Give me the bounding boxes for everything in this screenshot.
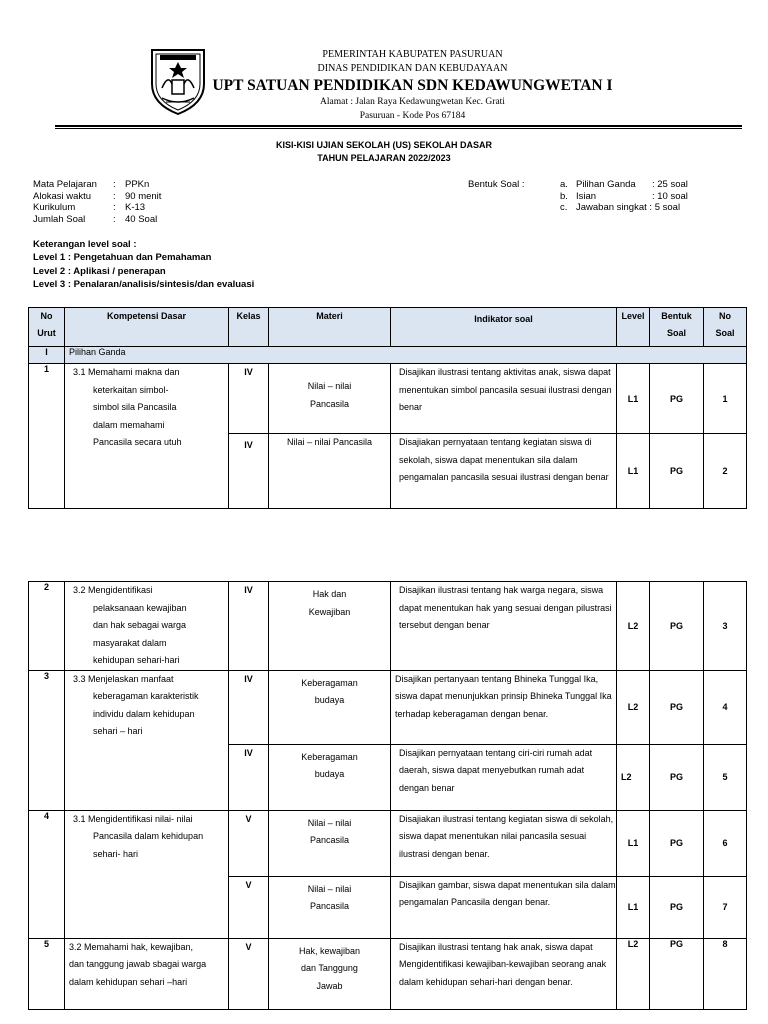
level-3: Level 3 : Penalaran/analisis/sintesis/dan evaluasi	[33, 278, 255, 290]
kd-cell: 3.1 Memahami makna dan keterkaitan simbol- simbol sila Pancasila dalam memahami Pancasila secara utuh	[65, 364, 229, 509]
table-row: 5 3.2 Memahami hak, kewajiban, dan tanggung jawab sbagai warga dalam kehidupan sehari –hari V Hak, kewajiban dan Tanggung Jawab Disajikan ilustrasi tentang hak anak, siswa dapat Mengidentifikasi kewajiban-kewajiban seorang anak dalam kehidupan sehari-hari dengan benar. L2 PG 8	[29, 938, 747, 1009]
level-2: Level 2 : Aplikasi / penerapan	[33, 265, 166, 277]
letterhead-government: PEMERINTAH KABUPATEN PASURUAN	[322, 49, 503, 60]
col-no-urut: No Urut	[29, 308, 65, 347]
table-row: 1 3.1 Memahami makna dan keterkaitan simbol- simbol sila Pancasila dalam memahami Pancasila secara utuh IV Nilai – nilai Pancasila Disajikan ilustrasi tentang aktivitas anak, siswa dapat menentukan simbol pancasila sesuai ilustrasi dengan benar L1 PG 1	[29, 364, 747, 434]
question-type-info: Bentuk Soal : a. Pilihan Ganda : 25 soal b. Isian : 10 soal c. Jawaban singkat : 5 soal	[468, 179, 688, 213]
col-level: Level	[617, 308, 650, 347]
level-legend-heading: Keterangan level soal :	[33, 239, 137, 250]
grid-table-page1	[28, 307, 747, 509]
col-indikator: Indikator soal	[391, 308, 617, 347]
kd-cell: 3.3 Menjelaskan manfaat keberagaman karakteristik individu dalam kehidupan sehari – hari	[65, 670, 229, 810]
table-row: IV Nilai – nilai Pancasila Disajiakan pernyataan tentang kegiatan siswa di sekolah, siswa dapat menentukan sila dalam pengamalan pancasila sesuai ilustrasi dengan benar L1 PG 2	[29, 434, 747, 509]
document-subtitle: TAHUN PELAJARAN 2022/2023	[317, 153, 451, 163]
table-row: 2 3.2 Mengidentifikasi pelaksanaan kewajiban dan hak sebagai warga masyarakat dalam kehidupan sehari-hari IV Hak dan Kewajiban Disajikan ilustrasi tentang hak warga negara, siswa dapat menentukan hak yang sesuai dengan pilustrasi tersebut dengan benar L2 PG 3	[29, 582, 747, 671]
table-row: 3 3.3 Menjelaskan manfaat keberagaman karakteristik individu dalam kehidupan sehari – hari IV Keberagaman budaya Disajikan pertanyaan tentang Bhineka Tunggal Ika, siswa dapat menunjukkan prinsip Bhineka Tunggal Ika terhadap keberagaman dengan benar. L2 PG 4	[29, 670, 747, 744]
letterhead-rule-thick	[55, 125, 742, 127]
level-1: Level 1 : Pengetahuan dan Pemahaman	[33, 252, 212, 264]
col-kompetensi-dasar: Kompetensi Dasar	[65, 308, 229, 347]
letterhead-department: DINAS PENDIDIKAN DAN KEBUDAYAAN	[317, 63, 508, 74]
col-no-soal: No Soal	[704, 308, 747, 347]
letterhead-address: Alamat : Jalan Raya Kedawungwetan Kec. Grati	[320, 97, 505, 107]
letterhead-school-name: UPT SATUAN PENDIDIKAN SDN KEDAWUNGWETAN I	[212, 77, 613, 94]
letterhead-postal: Pasuruan - Kode Pos 67184	[359, 111, 466, 121]
col-materi: Materi	[269, 308, 391, 347]
table-header-row	[29, 308, 747, 347]
letterhead-rule-thin	[55, 128, 742, 129]
kd-cell: 3.1 Mengidentifikasi nilai- nilai Pancasila dalam kehidupan sehari- hari	[65, 810, 229, 938]
grid-table-page2	[28, 581, 747, 1010]
table-row: V Nilai – nilai Pancasila Disajikan gambar, siswa dapat menentukan sila dalam pengamalan Pancasila dengan benar. L1 PG 7	[29, 876, 747, 938]
col-kelas: Kelas	[229, 308, 269, 347]
level-legend	[33, 238, 254, 291]
subject-info: Mata Pelajaran : PPKn Alokasi waktu : 90 menit Kurikulum : K-13 Jumlah Soal : 40 Soal	[33, 179, 162, 225]
col-bentuk-soal: Bentuk Soal	[650, 308, 704, 347]
regency-emblem	[148, 44, 208, 116]
kd-cell: 3.2 Memahami hak, kewajiban, dan tanggung jawab sbagai warga dalam kehidupan sehari –hari	[65, 938, 229, 1009]
table-row: IV Keberagaman budaya Disajikan pernyataan tentang ciri-ciri rumah adat daerah, siswa dapat menyebutkan rumah adat dengan benar L2 PG 5	[29, 744, 747, 810]
kd-cell: 3.2 Mengidentifikasi pelaksanaan kewajiban dan hak sebagai warga masyarakat dalam kehidupan sehari-hari	[65, 582, 229, 671]
table-row: 4 3.1 Mengidentifikasi nilai- nilai Pancasila dalam kehidupan sehari- hari V Nilai – nilai Pancasila Disajiakan ilustrasi tentang kegiatan siswa di sekolah, siswa dapat menentukan nilai pancasila sesuai ilustrasi dengan benar. L1 PG 6	[29, 810, 747, 876]
document-title: KISI-KISI UJIAN SEKOLAH (US) SEKOLAH DASAR	[275, 140, 492, 150]
section-row: I Pilihan Ganda	[29, 347, 747, 364]
